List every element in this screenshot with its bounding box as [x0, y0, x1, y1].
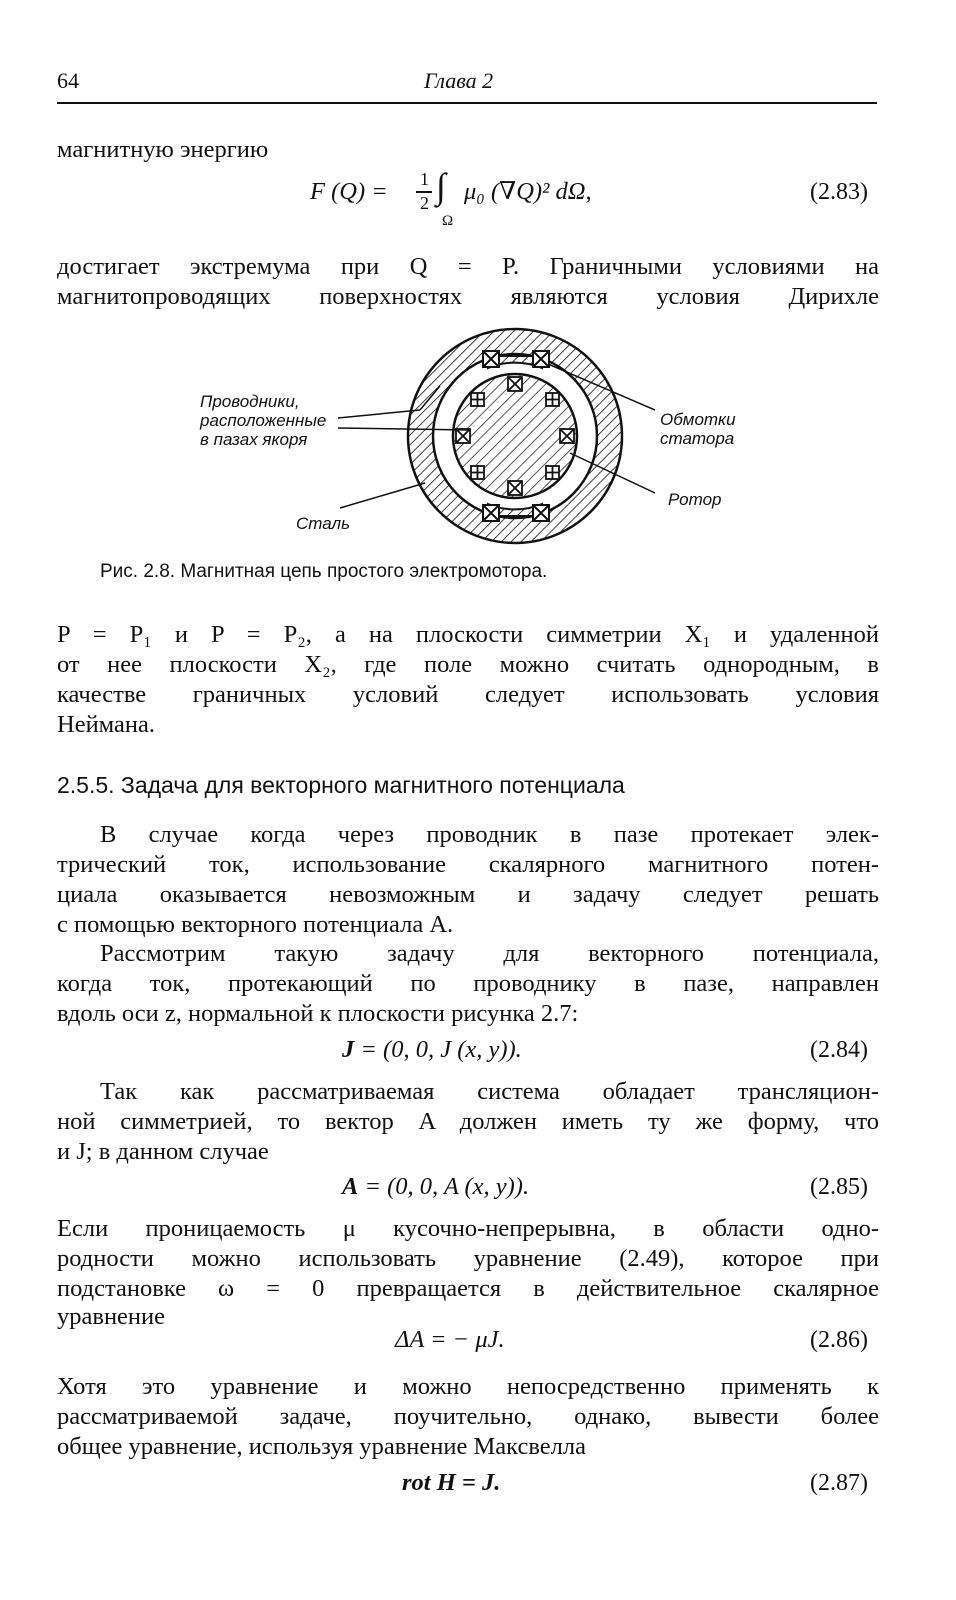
text-line: магнитопроводящих поверхностях являются условия Дирихле [57, 283, 879, 310]
label-conductors: Проводники, расположенные в пазах якоря [200, 392, 327, 449]
text-line: когда ток, протекающий по проводнику в пазе, направлен [57, 970, 879, 997]
equation-2-85 [342, 1172, 529, 1202]
text-line: циала оказывается невозможным и задачу следует решать [57, 881, 879, 908]
eq-bold-symbol: A [342, 1173, 359, 1200]
page-number: 64 [57, 68, 79, 93]
text-line: В случае когда через проводник в пазе протекает элек- [100, 821, 879, 848]
text-line: вдоль оси z, нормальной к плоскости рисунка 2.7: [57, 1000, 579, 1027]
text-line: подстановке ω = 0 превращается в действительное скалярное [57, 1275, 879, 1302]
text-line: Так как рассматриваемая система обладает трансляцион- [100, 1078, 879, 1105]
equation-2-86: ΔA = − μJ. [395, 1326, 505, 1353]
equation-2-83 [310, 165, 890, 235]
eq-lhs: F (Q) = [310, 178, 388, 205]
text-line: от нее плоскости X₂, где поле можно считать однородным, в [57, 651, 879, 678]
text-line: трический ток, использование скалярного магнитного потен- [57, 851, 879, 878]
section-title: 2.5.5. Задача для векторного магнитного потенциала [57, 772, 625, 798]
integral-sign: ∫ [436, 166, 446, 206]
eq-number: (2.84) [810, 1037, 868, 1063]
label-rotor: Ротор [668, 490, 722, 509]
text-line: рассматриваемой задаче, поучительно, однако, вывести более [57, 1403, 879, 1430]
eq-rhs: μ₀ (∇Q)² dΩ, [464, 178, 592, 205]
header-rule [57, 102, 877, 104]
eq-bold-symbol: J [342, 1036, 355, 1063]
text-line: Если проницаемость μ кусочно-непрерывна, в области одно- [57, 1215, 879, 1242]
eq-sub: Ω [442, 213, 454, 229]
text-line: родности можно использовать уравнение (2.49), которое при [57, 1245, 879, 1272]
text-line: общее уравнение, используя уравнение Максвелла [57, 1433, 586, 1460]
text-line: Хотя это уравнение и можно непосредственно применять к [57, 1373, 879, 1400]
text-line: Рассмотрим такую задачу для векторного потенциала, [100, 940, 879, 967]
text-line: с помощью векторного потенциала A. [57, 911, 454, 938]
eq-number: (2.87) [810, 1470, 868, 1496]
text-line: P = P₁ и P = P₂, а на плоскости симметрии X₁ и удаленной [57, 621, 879, 648]
equation-2-84 [342, 1035, 522, 1065]
text-line: уравнение [57, 1303, 166, 1330]
text-line: магнитную энергию [57, 136, 269, 163]
eq-number: (2.83) [810, 179, 868, 205]
text-line: качестве граничных условий следует использовать условия [57, 681, 879, 708]
eq-body: = (0, 0, J (x, y)). [354, 1036, 522, 1063]
text-line: достигает экстремума при Q = P. Граничными условиями на [57, 253, 879, 280]
eq-number: (2.86) [810, 1327, 868, 1353]
equation-2-87: rot H = J. [402, 1469, 501, 1496]
text-line: Неймана. [57, 711, 155, 738]
eq-number: (2.85) [810, 1174, 868, 1200]
eq-frac-num: 1 [420, 169, 429, 189]
text-line: и J; в данном случае [57, 1138, 269, 1165]
eq-body: = (0, 0, A (x, y)). [358, 1173, 530, 1200]
text-line: ной симметрией, то вектор A должен иметь ту же форму, что [57, 1108, 879, 1135]
figure-caption: Рис. 2.8. Магнитная цепь простого электромотора. [100, 561, 548, 582]
label-steel: Сталь [296, 514, 351, 533]
eq-frac-den: 2 [420, 193, 429, 213]
label-stator-windings: Обмотки статора [660, 410, 736, 448]
running-head: Глава 2 [424, 68, 494, 93]
